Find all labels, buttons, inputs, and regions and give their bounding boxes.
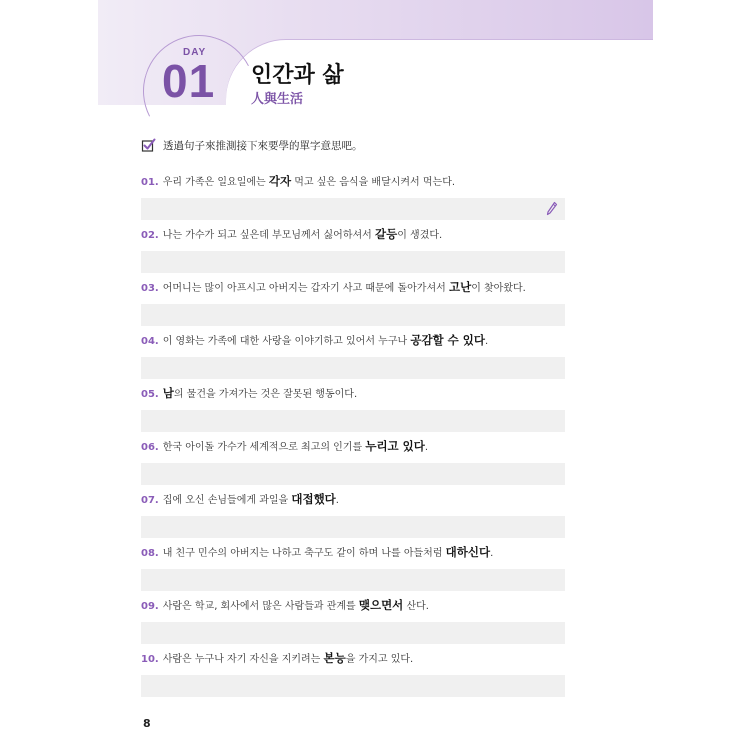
sentence-text: 사람은 누구나 자기 자신을 지키려는 (162, 654, 324, 665)
exercise-number: 06. (141, 442, 159, 453)
sentence-text: 한국 아이돌 가수가 세계적으로 최고의 인기를 (162, 442, 366, 453)
exercise-number: 04. (141, 336, 159, 347)
exercise-sentence (141, 385, 565, 403)
exercise-number: 02. (141, 230, 159, 241)
keyword: 대접했다 (291, 492, 336, 506)
keyword: 갈등 (375, 227, 398, 241)
sentence-text: 이 영화는 가족에 대한 사랑을 이야기하고 있어서 누구나 (162, 336, 411, 347)
answer-field[interactable] (141, 410, 565, 432)
exercise-number: 01. (141, 177, 159, 188)
keyword: 고난 (448, 280, 472, 294)
sentence-text: 의 물건을 가져가는 것은 잘못된 행동이다. (173, 389, 358, 400)
keyword: 대하신다 (445, 545, 491, 559)
exercise-sentence (141, 544, 565, 562)
sentence-text: 나는 가수가 되고 싶은데 부모님께서 싫어하셔서 (162, 230, 375, 241)
answer-field[interactable] (141, 304, 565, 326)
exercise-number: 10. (141, 654, 159, 665)
sentence-text: . (424, 442, 429, 453)
chapter-title-chinese: 人與生活 (251, 92, 304, 107)
exercise-item (141, 650, 565, 697)
exercise-item (141, 544, 565, 591)
exercise-number: 08. (141, 548, 159, 559)
answer-field[interactable] (141, 463, 565, 485)
exercise-item (141, 597, 565, 644)
keyword: 남 (162, 386, 174, 400)
sentence-text: 우리 가족은 일요일에는 (162, 177, 269, 188)
answer-field[interactable] (141, 569, 565, 591)
answer-field[interactable] (141, 516, 565, 538)
answer-field[interactable] (141, 675, 565, 697)
answer-field[interactable] (141, 622, 565, 644)
exercise-item (141, 385, 565, 432)
exercise-sentence (141, 438, 565, 456)
sentence-text: 이 생겼다. (397, 230, 443, 241)
chapter-title-korean: 인간과 삶 (251, 63, 344, 88)
exercise-number: 07. (141, 495, 159, 506)
exercise-item (141, 173, 565, 220)
pencil-icon (546, 201, 558, 217)
checkbox-check-icon (141, 138, 156, 153)
day-number: 01 (162, 55, 216, 107)
answer-field[interactable] (141, 198, 565, 220)
keyword: 각자 (268, 174, 292, 188)
keyword: 누리고 있다 (365, 439, 425, 453)
workbook-page (98, 0, 653, 750)
exercise-item (141, 279, 565, 326)
answer-field[interactable] (141, 251, 565, 273)
sentence-text: 이 찾아왔다. (471, 283, 526, 294)
instruction-text: 透過句子來推測接下來要學的單字意思吧。 (163, 140, 363, 152)
instruction-line (141, 138, 363, 153)
sentence-text: 산다. (403, 601, 429, 612)
exercise-item (141, 332, 565, 379)
answer-field[interactable] (141, 357, 565, 379)
sentence-text: 사람은 학교, 회사에서 많은 사람들과 관계를 (162, 601, 359, 612)
sentence-text: 먹고 싶은 음식을 배달시켜서 먹는다. (291, 177, 456, 188)
keyword: 맺으면서 (358, 598, 404, 612)
day-label: DAY (183, 47, 207, 58)
exercise-sentence (141, 491, 565, 509)
exercise-sentence (141, 226, 565, 244)
exercise-sentence (141, 332, 565, 350)
sentence-text: 내 친구 민수의 아버지는 나하고 축구도 같이 하며 나를 아들처럼 (162, 548, 446, 559)
exercise-number: 09. (141, 601, 159, 612)
page-number: 8 (143, 717, 151, 730)
sentence-text: . (485, 336, 489, 347)
sentence-text: 을 가지고 있다. (345, 654, 414, 665)
exercise-sentence (141, 597, 565, 615)
exercise-item (141, 491, 565, 538)
exercise-item (141, 226, 565, 273)
exercise-item (141, 438, 565, 485)
sentence-text: . (335, 495, 339, 506)
exercise-number: 03. (141, 283, 159, 294)
exercise-sentence (141, 279, 565, 297)
exercise-number: 05. (141, 389, 159, 400)
exercise-sentence (141, 173, 565, 191)
sentence-text: 어머니는 많이 아프시고 아버지는 갑자기 사고 때문에 돌아가셔서 (162, 283, 449, 294)
sentence-text: 집에 오신 손님들에게 과일을 (162, 495, 292, 506)
sentence-text: . (490, 548, 494, 559)
keyword: 본능 (323, 651, 346, 665)
keyword: 공감할 수 있다 (410, 333, 486, 347)
exercise-sentence (141, 650, 565, 668)
